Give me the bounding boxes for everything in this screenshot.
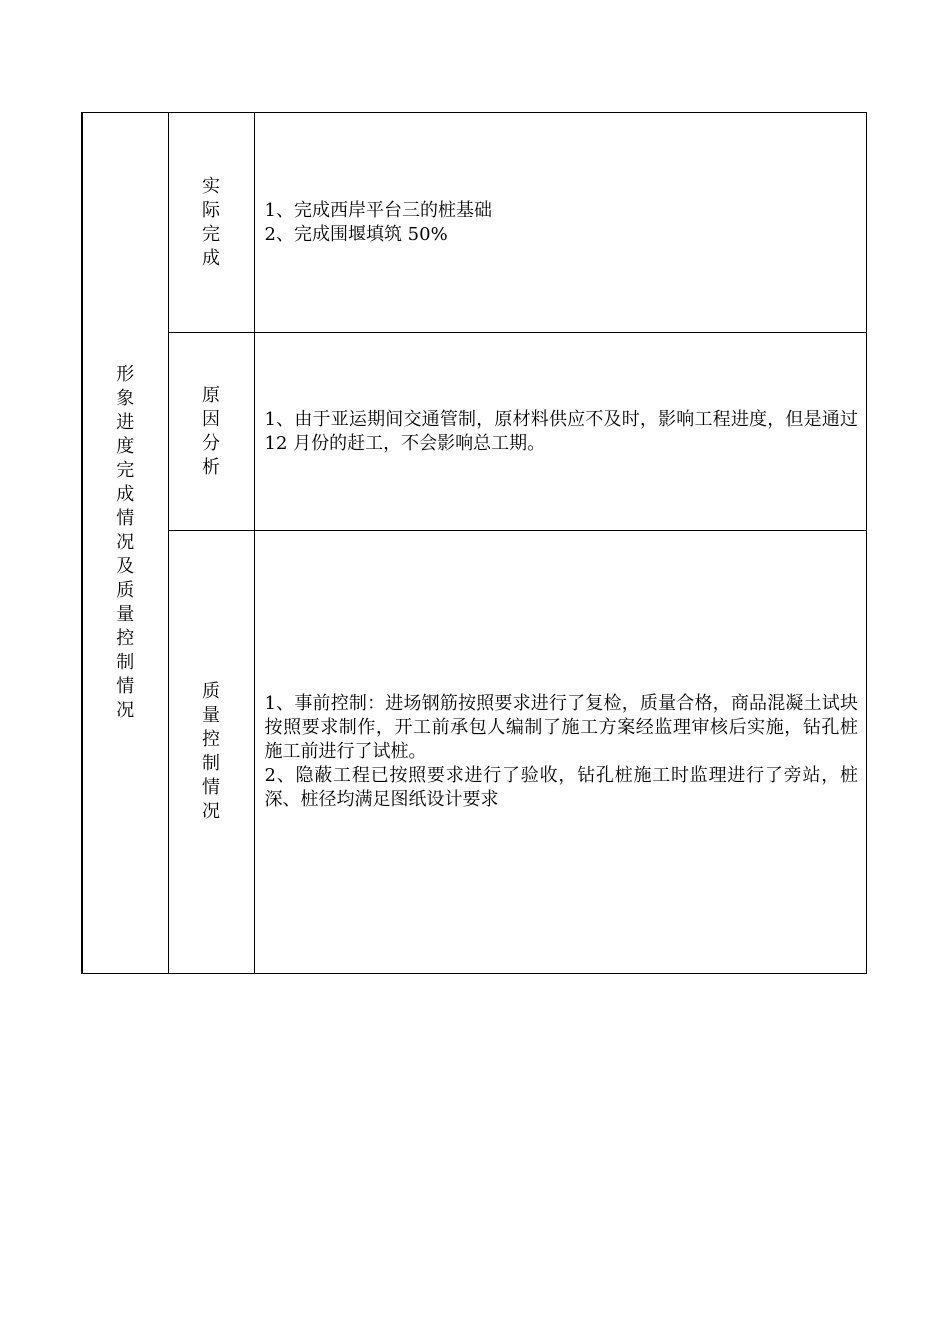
content-line: 2、完成围堰填筑 50% (264, 223, 448, 245)
row-reason-analysis (82, 333, 867, 531)
content-line: 1、完成西岸平台三的桩基础 (264, 199, 492, 221)
content-line: 1、由于亚运期间交通管制，原材料供应不及时，影响工程进度，但是通过 12 月份的赶工，不会影响总工期。 (264, 408, 858, 454)
row-label-reason: 原因分析 (202, 384, 220, 478)
row-label-quality: 质量控制情况 (202, 681, 220, 823)
row-label-cell (168, 333, 254, 531)
row-label-cell (168, 531, 254, 974)
content-line: 2、隐蔽工程已按照要求进行了验收，钻孔桩施工时监理进行了旁站，桩深、桩径均满足图纸设计要求 (264, 765, 858, 811)
row-content-actual (254, 113, 867, 333)
row-label-cell (168, 113, 254, 333)
content-line: 1、事前控制：进场钢筋按照要求进行了复检，质量合格，商品混凝土试块按照要求制作，开工前承包人编制了施工方案经监理审核后实施，钻孔桩施工前进行了试桩。 (264, 693, 858, 763)
section-label: 形象进度完成情况及质量控制情况 (116, 364, 135, 721)
row-content-quality (254, 531, 867, 974)
row-actual-completion (82, 113, 867, 333)
row-content-reason (254, 333, 867, 531)
row-label-actual: 实际完成 (202, 175, 220, 269)
row-quality-control (82, 531, 867, 974)
section-label-cell (82, 113, 168, 974)
progress-quality-table (81, 112, 867, 974)
